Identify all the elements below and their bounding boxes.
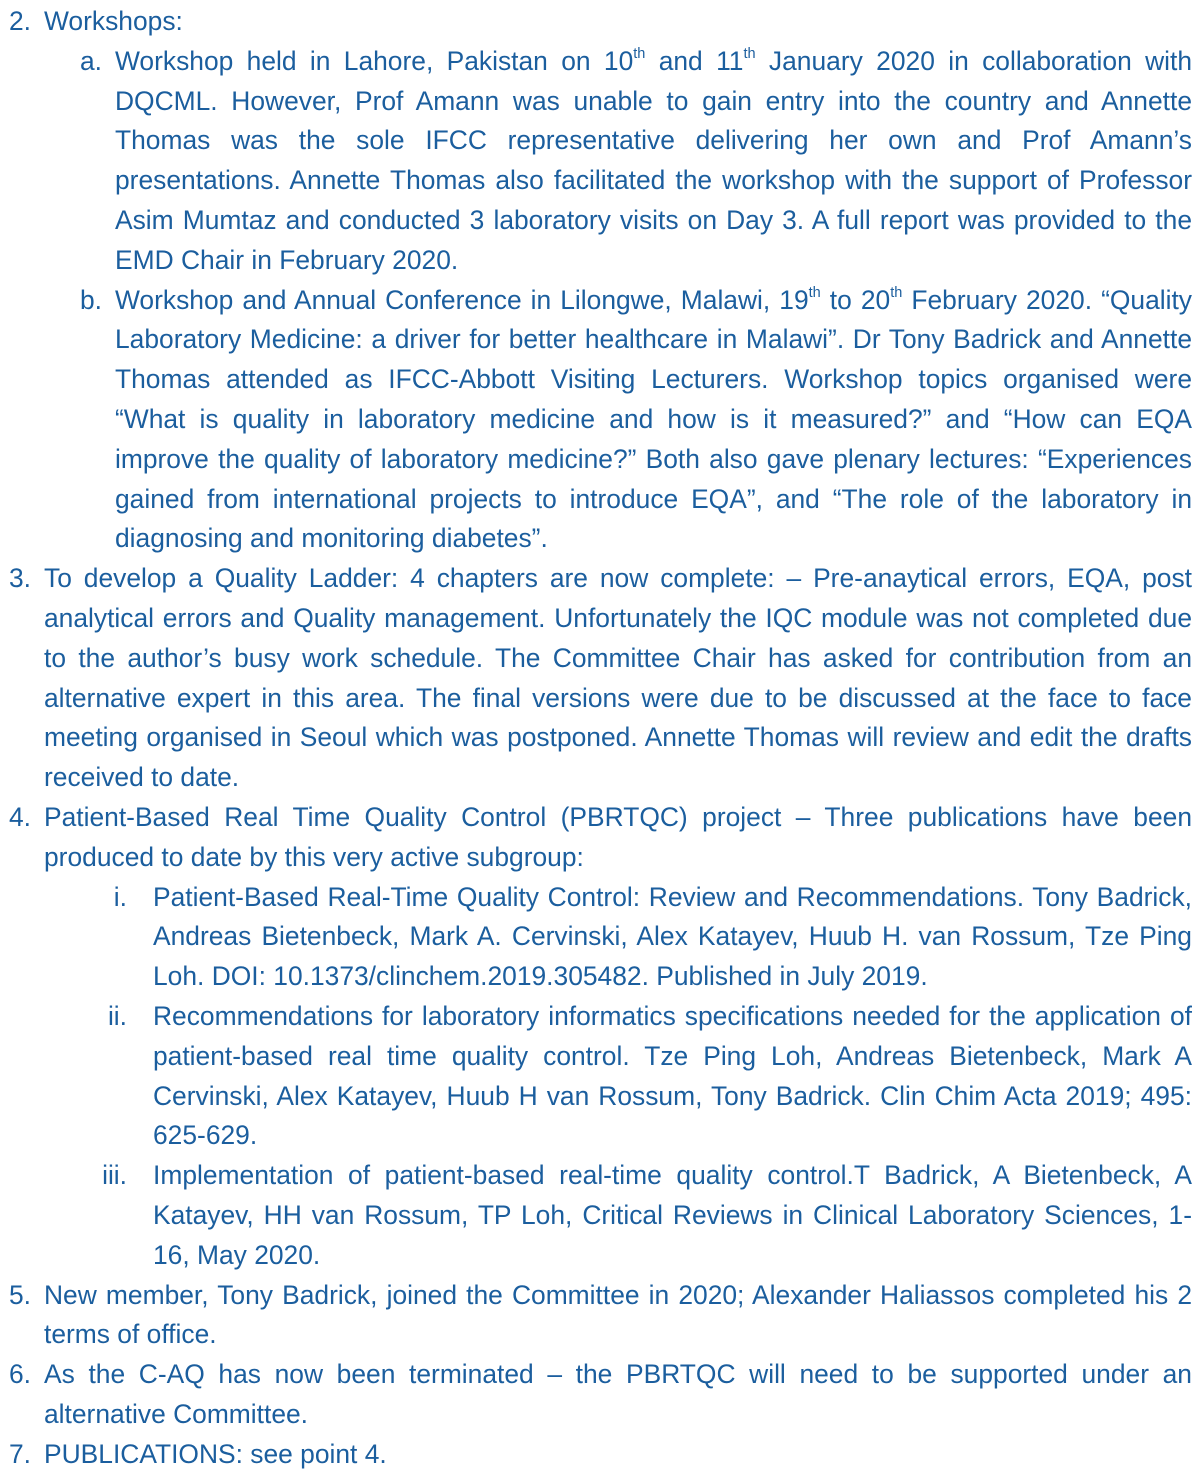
publication-item-iii — [0, 1156, 1200, 1275]
list-item-text: As the C-AQ has now been terminated – the PBRTQC will need to be supported under an alternative Committee. — [44, 1359, 1192, 1429]
list-item-7 — [0, 1435, 1200, 1474]
publication-number: iii. — [102, 1160, 127, 1191]
text-run: January 2020 in collaboration with DQCML. However, Prof Amann was unable to gain entry into the country and Annette Thomas was the sole IFCC representative delivering her own and Prof Amann’s presentations. Annette Thomas also facilitated the workshop with the support of Professor Asim Mumtaz and conducted 3 laboratory visits on Day 3. A full report was provided to the EMD Chair in February 2020. — [115, 45, 1193, 275]
list-item-4 — [0, 798, 1200, 878]
sub-item-text — [115, 285, 1192, 554]
text-run: to 20 — [820, 284, 891, 315]
ordinal-suffix: th — [890, 284, 903, 301]
list-number: 5. — [9, 1279, 32, 1310]
text-run: and 11 — [645, 45, 744, 76]
ordinal-suffix: th — [808, 284, 821, 301]
list-number: 2. — [9, 6, 32, 36]
publication-text: Recommendations for laboratory informatics specifications needed for the application of patient-based real time quality control. Tze Ping Loh, Andreas Bietenbeck, Mark A Cervinski, Alex Katayev, Huub H van Rossum, Tony Badrick. Clin Chim Acta 2019; 495: 625-629. — [153, 1000, 1192, 1151]
list-item-text: Workshops: — [44, 6, 183, 36]
publication-item-ii — [0, 997, 1200, 1156]
list-item-3 — [0, 559, 1200, 798]
sub-item-letter: a. — [80, 45, 103, 76]
sub-item-letter: b. — [80, 284, 103, 315]
list-number: 7. — [9, 1438, 32, 1469]
publication-text: Implementation of patient-based real-time quality control.T Badrick, A Bietenbeck, A Katayev, HH van Rossum, TP Loh, Critical Reviews in Clinical Laboratory Sciences, 1-16, May 2020. — [153, 1160, 1192, 1270]
list-item-5 — [0, 1276, 1200, 1356]
list-item-text: New member, Tony Badrick, joined the Committee in 2020; Alexander Haliassos completed his 2 terms of office. — [44, 1279, 1192, 1350]
text-run: February 2020. “Quality Laboratory Medicine: a driver for better healthcare in Malawi”. Dr Tony Badrick and Annette Thomas attended as IFCC-Abbott Visiting Lecturers. Workshop topics organised were “What is quality in laboratory medicine and how is it measured?” and “How can EQA improve the quality of laboratory medicine?” Both also gave plenary lectures: “Experiences gained from international projects to introduce EQA”, and “The role of the laboratory in diagnosing and monitoring diabetes”. — [115, 284, 1192, 554]
ordinal-suffix: th — [633, 45, 646, 62]
text-run: Workshop and Annual Conference in Lilongwe, Malawi, 19 — [115, 284, 809, 315]
publication-item-i — [0, 878, 1200, 997]
list-number: 6. — [9, 1359, 32, 1390]
publication-number: i. — [113, 881, 127, 912]
list-item-2 — [0, 2, 1200, 42]
list-item-text: Patient-Based Real Time Quality Control (PBRTQC) project – Three publications have been produced to date by this very active subgroup: — [44, 801, 1192, 872]
list-item-6 — [0, 1355, 1200, 1435]
sub-item-a — [0, 42, 1200, 281]
ordinal-suffix: th — [743, 45, 756, 62]
list-item-text: To develop a Quality Ladder: 4 chapters are now complete: – Pre-anaytical errors, EQA, post analytical errors and Quality management. Unfortunately the IQC module was not completed due to the author’s busy work schedule. The Committee Chair has asked for contribution from an alternative expert in this area. The final versions were due to be discussed at the face to face meeting organised in Seoul which was postponed. Annette Thomas will review and edit the drafts received to date. — [44, 563, 1192, 793]
list-item-text: PUBLICATIONS: see point 4. — [44, 1438, 387, 1469]
sub-item-b — [0, 281, 1200, 560]
publication-text: Patient-Based Real-Time Quality Control: Review and Recommendations. Tony Badrick, Andreas Bietenbeck, Mark A. Cervinski, Alex Katayev, Huub H. van Rossum, Tze Ping Loh. DOI: 10.1373/clinchem.2019.305482. Published in July 2019. — [153, 881, 1192, 992]
list-number: 3. — [9, 563, 32, 594]
sub-item-text — [115, 46, 1192, 275]
text-run: Workshop held in Lahore, Pakistan on 10 — [115, 45, 634, 76]
publication-number: ii. — [107, 1000, 127, 1031]
list-number: 4. — [9, 801, 32, 832]
